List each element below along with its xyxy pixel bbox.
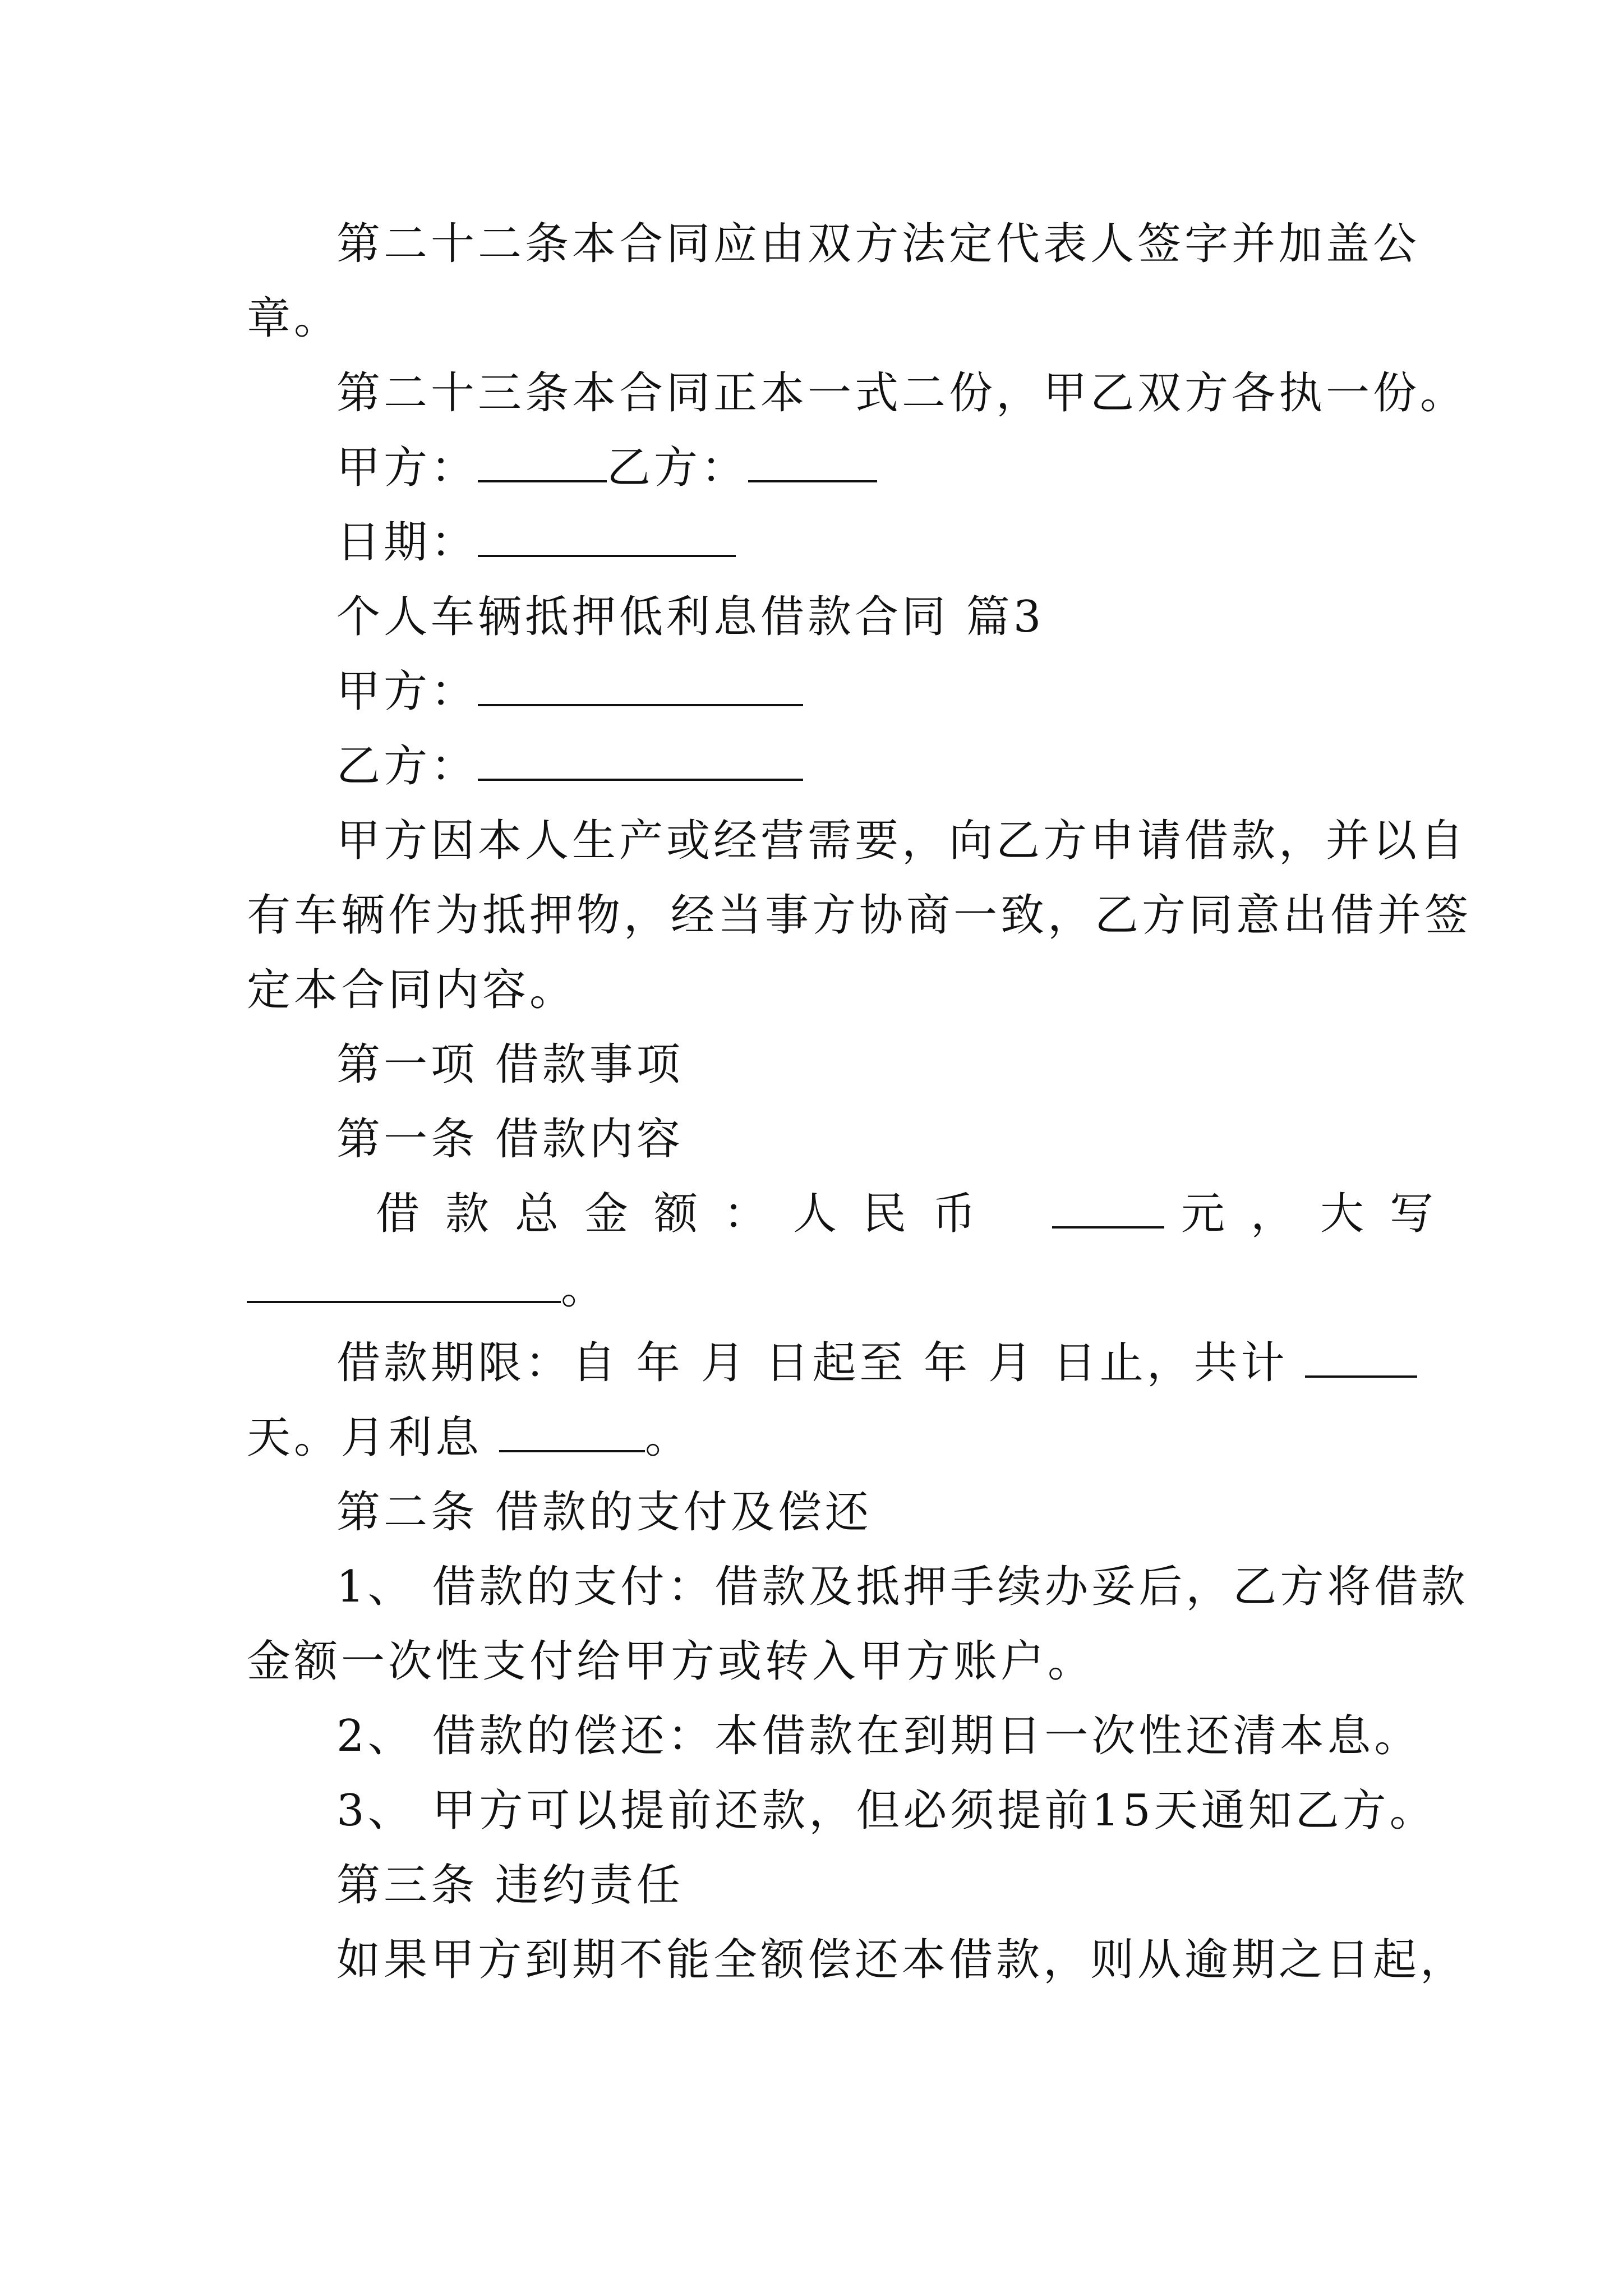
party-b-line [336, 738, 1380, 794]
party-a-line [336, 664, 1380, 720]
party-b-blank-2[interactable] [478, 739, 803, 781]
interest-blank[interactable] [499, 1411, 645, 1452]
article-1-heading: 第一条 借款内容 [336, 1114, 684, 1165]
clause-22-line-2: 章。 [247, 293, 342, 344]
signature-party-line [336, 440, 1380, 496]
repayment-line: 2、 借款的偿还：本借款在到期日一次性还清本息。 [336, 1711, 1422, 1761]
loan-amount-uppercase-label: 元，大写 [1181, 1189, 1460, 1239]
loan-term-line [336, 1335, 1380, 1391]
date-label: 日期： [336, 517, 478, 568]
interest-label: 天。月利息 [247, 1412, 483, 1463]
interest-end: 。 [645, 1412, 693, 1463]
uppercase-amount-end: 。 [561, 1263, 608, 1314]
liability-line-1: 如果甲方到期不能全额偿还本借款，则从逾期之日起， [336, 1935, 1468, 1985]
party-b-label: 乙方： [607, 443, 749, 493]
loan-amount-blank[interactable] [1052, 1187, 1164, 1228]
party-b-blank[interactable] [748, 441, 877, 482]
party-a-blank[interactable] [478, 441, 607, 482]
article-2-heading: 第二条 借款的支付及偿还 [336, 1487, 872, 1538]
article-3-heading: 第三条 违约责任 [336, 1860, 684, 1911]
payment-line-2: 金额一次性支付给甲方或转入甲方账户。 [247, 1636, 1095, 1687]
uppercase-amount-line [247, 1260, 1380, 1317]
interest-line [247, 1410, 1380, 1466]
intro-line-2: 有车辆作为抵押物，经当事方协商一致，乙方同意出借并签 [247, 890, 1472, 941]
loan-amount-line [376, 1186, 1460, 1242]
date-line [336, 514, 1380, 570]
date-blank[interactable] [478, 516, 736, 557]
party-a-label: 甲方： [336, 443, 478, 493]
payment-line-1: 1、 借款的支付：借款及抵押手续办妥后，乙方将借款 [336, 1562, 1469, 1612]
party-a-blank-2[interactable] [478, 665, 803, 706]
clause-22-line-1: 第二十二条本合同应由双方法定代表人签字并加盖公 [336, 219, 1421, 269]
party-b-label-2: 乙方： [336, 741, 478, 792]
intro-line-1: 甲方因本人生产或经营需要，向乙方申请借款，并以自 [336, 816, 1468, 866]
clause-23: 第二十三条本合同正本一式二份，甲乙双方各执一份。 [336, 368, 1468, 418]
item-1-heading: 第一项 借款事项 [336, 1039, 684, 1090]
loan-days-blank[interactable] [1305, 1336, 1417, 1378]
loan-term-label: 借款期限：自 年 月 日起至 年 月 日止，共计 [336, 1338, 1288, 1388]
early-repayment-line: 3、 甲方可以提前还款，但必须提前15天通知乙方。 [336, 1786, 1437, 1836]
party-a-label-2: 甲方： [336, 666, 478, 717]
section-title: 个人车辆抵押低利息借款合同 篇3 [336, 592, 1045, 642]
loan-amount-label: 借款总金额：人民币 [376, 1189, 1002, 1239]
intro-line-3: 定本合同内容。 [247, 965, 577, 1015]
uppercase-amount-blank[interactable] [247, 1262, 561, 1303]
